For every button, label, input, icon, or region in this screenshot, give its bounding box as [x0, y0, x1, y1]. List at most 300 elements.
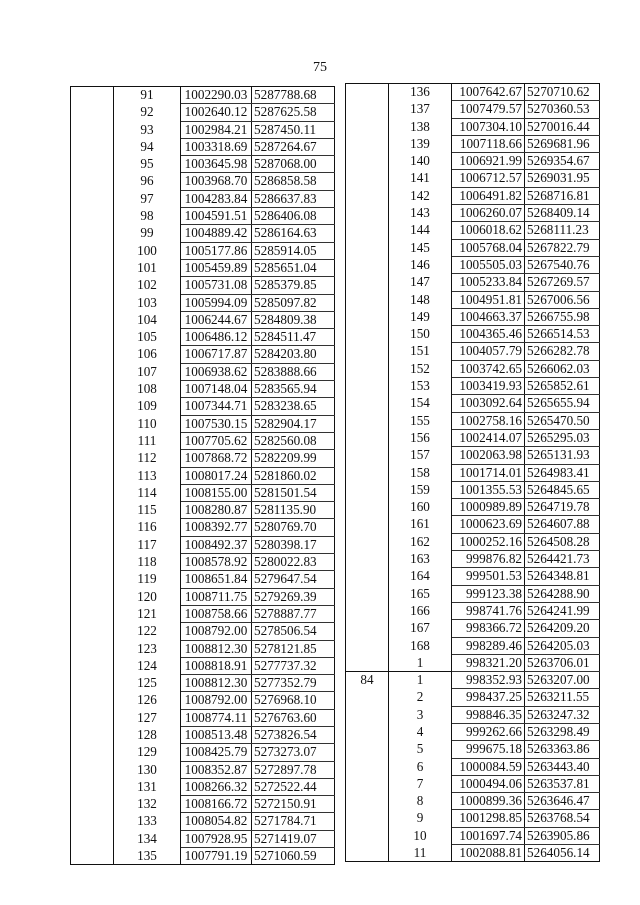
- point-number-cell: 132: [114, 796, 181, 813]
- y-coordinate-cell: 5272150.91: [252, 796, 335, 813]
- point-number-cell: 162: [389, 533, 452, 550]
- section-cell: [71, 605, 114, 622]
- x-coordinate-cell: 1005177.86: [181, 242, 252, 259]
- y-coordinate-cell: 5270360.53: [525, 101, 600, 118]
- point-number-cell: 146: [389, 256, 452, 273]
- point-number-cell: 102: [114, 277, 181, 294]
- table-row: [346, 499, 600, 516]
- x-coordinate-cell: 1000252.16: [452, 533, 525, 550]
- point-number-cell: 104: [114, 311, 181, 328]
- section-cell: [346, 274, 389, 291]
- point-number-cell: 94: [114, 138, 181, 155]
- y-coordinate-cell: 5282904.17: [252, 415, 335, 432]
- section-cell: [346, 793, 389, 810]
- section-cell: [346, 308, 389, 325]
- y-coordinate-cell: 5263207.00: [525, 672, 600, 689]
- y-coordinate-cell: 5264719.78: [525, 499, 600, 516]
- y-coordinate-cell: 5280022.83: [252, 554, 335, 571]
- y-coordinate-cell: 5267269.57: [525, 274, 600, 291]
- point-number-cell: 133: [114, 813, 181, 830]
- y-coordinate-cell: 5282209.99: [252, 450, 335, 467]
- table-row: [346, 412, 600, 429]
- y-coordinate-cell: 5271060.59: [252, 848, 335, 865]
- section-cell: [346, 758, 389, 775]
- y-coordinate-cell: 5263247.32: [525, 706, 600, 723]
- point-number-cell: 156: [389, 429, 452, 446]
- y-coordinate-cell: 5271419.07: [252, 830, 335, 847]
- x-coordinate-cell: 1000494.06: [452, 775, 525, 792]
- y-coordinate-cell: 5265655.94: [525, 395, 600, 412]
- x-coordinate-cell: 1005505.03: [452, 256, 525, 273]
- y-coordinate-cell: 5264056.14: [525, 845, 600, 862]
- table-row: [71, 467, 335, 484]
- table-row: [71, 640, 335, 657]
- y-coordinate-cell: 5264348.81: [525, 568, 600, 585]
- table-row: [71, 329, 335, 346]
- section-cell: [71, 675, 114, 692]
- point-number-cell: 115: [114, 502, 181, 519]
- y-coordinate-cell: 5264607.88: [525, 516, 600, 533]
- point-number-cell: 164: [389, 568, 452, 585]
- section-cell: [346, 360, 389, 377]
- x-coordinate-cell: 1008818.91: [181, 657, 252, 674]
- section-cell: [346, 551, 389, 568]
- x-coordinate-cell: 998437.25: [452, 689, 525, 706]
- table-row: [71, 259, 335, 276]
- x-coordinate-cell: 1007928.95: [181, 830, 252, 847]
- y-coordinate-cell: 5263298.49: [525, 723, 600, 740]
- y-coordinate-cell: 5281501.54: [252, 484, 335, 501]
- table-row: [346, 308, 600, 325]
- table-row: [346, 481, 600, 498]
- x-coordinate-cell: 1008812.30: [181, 640, 252, 657]
- x-coordinate-cell: 999876.82: [452, 551, 525, 568]
- y-coordinate-cell: 5269031.95: [525, 170, 600, 187]
- x-coordinate-cell: 1007642.67: [452, 84, 525, 101]
- table-row: [346, 758, 600, 775]
- x-coordinate-cell: 1008513.48: [181, 726, 252, 743]
- point-number-cell: 141: [389, 170, 452, 187]
- y-coordinate-cell: 5270016.44: [525, 118, 600, 135]
- section-cell: [71, 536, 114, 553]
- y-coordinate-cell: 5287264.67: [252, 138, 335, 155]
- x-coordinate-cell: 998352.93: [452, 672, 525, 689]
- table-row: [71, 623, 335, 640]
- y-coordinate-cell: 5268111.23: [525, 222, 600, 239]
- section-cell: [71, 502, 114, 519]
- section-cell: [71, 121, 114, 138]
- table-row: [346, 775, 600, 792]
- section-cell: [346, 706, 389, 723]
- table-row: [71, 277, 335, 294]
- point-number-cell: 137: [389, 101, 452, 118]
- table-row: [346, 118, 600, 135]
- point-number-cell: 145: [389, 239, 452, 256]
- x-coordinate-cell: 1006260.07: [452, 205, 525, 222]
- point-number-cell: 130: [114, 761, 181, 778]
- coordinates-table-right: [345, 83, 600, 862]
- point-number-cell: 105: [114, 329, 181, 346]
- table-row: [71, 588, 335, 605]
- section-cell: [71, 796, 114, 813]
- x-coordinate-cell: 1008166.72: [181, 796, 252, 813]
- section-cell: [346, 689, 389, 706]
- table-row: [71, 87, 335, 104]
- table-row: [346, 239, 600, 256]
- point-number-cell: 7: [389, 775, 452, 792]
- point-number-cell: 139: [389, 135, 452, 152]
- x-coordinate-cell: 1008812.30: [181, 675, 252, 692]
- table-row: [346, 205, 600, 222]
- point-number-cell: 5: [389, 741, 452, 758]
- section-cell: [71, 623, 114, 640]
- section-cell: [71, 813, 114, 830]
- x-coordinate-cell: 1003742.65: [452, 360, 525, 377]
- section-cell: [346, 602, 389, 619]
- section-cell: [346, 326, 389, 343]
- section-cell: [346, 291, 389, 308]
- x-coordinate-cell: 998741.76: [452, 602, 525, 619]
- table-row: [346, 256, 600, 273]
- point-number-cell: 98: [114, 208, 181, 225]
- x-coordinate-cell: 1004591.51: [181, 208, 252, 225]
- section-cell: [71, 294, 114, 311]
- table-row: [346, 827, 600, 844]
- x-coordinate-cell: 1007344.71: [181, 398, 252, 415]
- section-cell: [346, 222, 389, 239]
- point-number-cell: 116: [114, 519, 181, 536]
- x-coordinate-cell: 998321.20: [452, 654, 525, 671]
- table-row: [346, 222, 600, 239]
- table-row: [71, 311, 335, 328]
- x-coordinate-cell: 999675.18: [452, 741, 525, 758]
- x-coordinate-cell: 1001697.74: [452, 827, 525, 844]
- x-coordinate-cell: 1007868.72: [181, 450, 252, 467]
- x-coordinate-cell: 1006712.57: [452, 170, 525, 187]
- y-coordinate-cell: 5269681.96: [525, 135, 600, 152]
- table-row: [346, 741, 600, 758]
- section-cell: [71, 709, 114, 726]
- table-row: [346, 568, 600, 585]
- table-row: [346, 101, 600, 118]
- x-coordinate-cell: 1005994.09: [181, 294, 252, 311]
- x-coordinate-cell: 1003318.69: [181, 138, 252, 155]
- point-number-cell: 152: [389, 360, 452, 377]
- table-row: [346, 135, 600, 152]
- table-row: [346, 637, 600, 654]
- section-cell: [346, 101, 389, 118]
- section-cell: [71, 761, 114, 778]
- x-coordinate-cell: 1008054.82: [181, 813, 252, 830]
- section-cell: [346, 378, 389, 395]
- point-number-cell: 113: [114, 467, 181, 484]
- x-coordinate-cell: 1004663.37: [452, 308, 525, 325]
- x-coordinate-cell: 1000084.59: [452, 758, 525, 775]
- y-coordinate-cell: 5266062.03: [525, 360, 600, 377]
- x-coordinate-cell: 1003968.70: [181, 173, 252, 190]
- x-coordinate-cell: 1002063.98: [452, 447, 525, 464]
- section-cell: [71, 830, 114, 847]
- y-coordinate-cell: 5264288.90: [525, 585, 600, 602]
- point-number-cell: 165: [389, 585, 452, 602]
- y-coordinate-cell: 5263443.40: [525, 758, 600, 775]
- x-coordinate-cell: 1007705.62: [181, 432, 252, 449]
- x-coordinate-cell: 1001714.01: [452, 464, 525, 481]
- section-cell: [346, 620, 389, 637]
- y-coordinate-cell: 5283238.65: [252, 398, 335, 415]
- y-coordinate-cell: 5263211.55: [525, 689, 600, 706]
- point-number-cell: 101: [114, 259, 181, 276]
- section-cell: [71, 277, 114, 294]
- y-coordinate-cell: 5279647.54: [252, 571, 335, 588]
- table-row: [71, 605, 335, 622]
- y-coordinate-cell: 5264845.65: [525, 481, 600, 498]
- x-coordinate-cell: 1007479.57: [452, 101, 525, 118]
- x-coordinate-cell: 1005459.89: [181, 259, 252, 276]
- section-cell: [71, 848, 114, 865]
- x-coordinate-cell: 1007304.10: [452, 118, 525, 135]
- point-number-cell: 136: [389, 84, 452, 101]
- x-coordinate-cell: 1004365.46: [452, 326, 525, 343]
- y-coordinate-cell: 5263905.86: [525, 827, 600, 844]
- point-number-cell: 150: [389, 326, 452, 343]
- x-coordinate-cell: 1004951.81: [452, 291, 525, 308]
- x-coordinate-cell: 1006717.87: [181, 346, 252, 363]
- x-coordinate-cell: 1006486.12: [181, 329, 252, 346]
- y-coordinate-cell: 5271784.71: [252, 813, 335, 830]
- section-cell: [71, 329, 114, 346]
- point-number-cell: 95: [114, 156, 181, 173]
- point-number-cell: 6: [389, 758, 452, 775]
- y-coordinate-cell: 5278506.54: [252, 623, 335, 640]
- y-coordinate-cell: 5264508.28: [525, 533, 600, 550]
- section-cell: [346, 516, 389, 533]
- x-coordinate-cell: 998366.72: [452, 620, 525, 637]
- section-cell: [346, 637, 389, 654]
- x-coordinate-cell: 1008155.00: [181, 484, 252, 501]
- table-row: [71, 138, 335, 155]
- table-row: [346, 516, 600, 533]
- section-cell: [71, 450, 114, 467]
- point-number-cell: 112: [114, 450, 181, 467]
- section-cell: [71, 311, 114, 328]
- table-row: [346, 291, 600, 308]
- table-row: [346, 343, 600, 360]
- y-coordinate-cell: 5284511.47: [252, 329, 335, 346]
- x-coordinate-cell: 1006921.99: [452, 153, 525, 170]
- x-coordinate-cell: 1005768.04: [452, 239, 525, 256]
- point-number-cell: 114: [114, 484, 181, 501]
- y-coordinate-cell: 5270710.62: [525, 84, 600, 101]
- point-number-cell: 155: [389, 412, 452, 429]
- section-cell: [71, 104, 114, 121]
- point-number-cell: 107: [114, 363, 181, 380]
- table-row: [346, 551, 600, 568]
- section-cell: [346, 568, 389, 585]
- section-cell: [346, 464, 389, 481]
- y-coordinate-cell: 5286858.58: [252, 173, 335, 190]
- section-cell: [71, 657, 114, 674]
- section-cell: [71, 242, 114, 259]
- table-row: [71, 571, 335, 588]
- section-cell: [346, 205, 389, 222]
- section-cell: [346, 429, 389, 446]
- table-row: [346, 274, 600, 291]
- table-row: [346, 810, 600, 827]
- x-coordinate-cell: 1008425.79: [181, 744, 252, 761]
- point-number-cell: 124: [114, 657, 181, 674]
- section-cell: [71, 484, 114, 501]
- x-coordinate-cell: 1001355.53: [452, 481, 525, 498]
- y-coordinate-cell: 5282560.08: [252, 432, 335, 449]
- section-cell: [346, 118, 389, 135]
- y-coordinate-cell: 5263768.54: [525, 810, 600, 827]
- x-coordinate-cell: 1003419.93: [452, 378, 525, 395]
- table-row: [71, 104, 335, 121]
- table-row: [71, 242, 335, 259]
- y-coordinate-cell: 5265295.03: [525, 429, 600, 446]
- table-row: [346, 793, 600, 810]
- table-row: [71, 761, 335, 778]
- y-coordinate-cell: 5278121.85: [252, 640, 335, 657]
- point-number-cell: 109: [114, 398, 181, 415]
- x-coordinate-cell: 1002758.16: [452, 412, 525, 429]
- x-coordinate-cell: 1002088.81: [452, 845, 525, 862]
- section-cell: [71, 138, 114, 155]
- point-number-cell: 167: [389, 620, 452, 637]
- y-coordinate-cell: 5287068.00: [252, 156, 335, 173]
- section-cell: [71, 190, 114, 207]
- section-cell: [346, 153, 389, 170]
- table-row: [71, 830, 335, 847]
- point-number-cell: 129: [114, 744, 181, 761]
- section-cell: [71, 173, 114, 190]
- point-number-cell: 160: [389, 499, 452, 516]
- section-cell: [71, 363, 114, 380]
- x-coordinate-cell: 1008774.11: [181, 709, 252, 726]
- table-row: [71, 208, 335, 225]
- table-row: [346, 447, 600, 464]
- section-cell: [346, 481, 389, 498]
- x-coordinate-cell: 1005233.84: [452, 274, 525, 291]
- table-row: [346, 153, 600, 170]
- x-coordinate-cell: 1006018.62: [452, 222, 525, 239]
- section-cell: [71, 571, 114, 588]
- section-cell: [71, 744, 114, 761]
- point-number-cell: 103: [114, 294, 181, 311]
- table-row: [71, 519, 335, 536]
- section-cell: [346, 499, 389, 516]
- x-coordinate-cell: 999123.38: [452, 585, 525, 602]
- x-coordinate-cell: 1007530.15: [181, 415, 252, 432]
- table-row: [346, 395, 600, 412]
- table-row: [71, 173, 335, 190]
- x-coordinate-cell: 999262.66: [452, 723, 525, 740]
- section-cell: [346, 845, 389, 862]
- point-number-cell: 119: [114, 571, 181, 588]
- point-number-cell: 99: [114, 225, 181, 242]
- table-row: [71, 415, 335, 432]
- section-cell: [71, 415, 114, 432]
- table-row: [71, 190, 335, 207]
- x-coordinate-cell: 1006491.82: [452, 187, 525, 204]
- page-number: 75: [313, 60, 327, 75]
- y-coordinate-cell: 5273273.07: [252, 744, 335, 761]
- table-row: [346, 187, 600, 204]
- table-row: [346, 706, 600, 723]
- section-cell: [71, 87, 114, 104]
- table-row: [71, 657, 335, 674]
- section-cell: [346, 447, 389, 464]
- y-coordinate-cell: 5263537.81: [525, 775, 600, 792]
- section-cell: [71, 225, 114, 242]
- section-cell: [71, 554, 114, 571]
- section-cell: [71, 432, 114, 449]
- point-number-cell: 168: [389, 637, 452, 654]
- table-row: [346, 845, 600, 862]
- y-coordinate-cell: 5266755.98: [525, 308, 600, 325]
- y-coordinate-cell: 5267540.76: [525, 256, 600, 273]
- point-number-cell: 122: [114, 623, 181, 640]
- x-coordinate-cell: 1008392.77: [181, 519, 252, 536]
- table-row: [346, 170, 600, 187]
- point-number-cell: 108: [114, 381, 181, 398]
- y-coordinate-cell: 5263706.01: [525, 654, 600, 671]
- section-cell: [346, 395, 389, 412]
- x-coordinate-cell: 1000623.69: [452, 516, 525, 533]
- section-cell: [346, 135, 389, 152]
- point-number-cell: 92: [114, 104, 181, 121]
- point-number-cell: 144: [389, 222, 452, 239]
- y-coordinate-cell: 5268716.81: [525, 187, 600, 204]
- table-row: [71, 363, 335, 380]
- point-number-cell: 118: [114, 554, 181, 571]
- y-coordinate-cell: 5284809.38: [252, 311, 335, 328]
- y-coordinate-cell: 5263646.47: [525, 793, 600, 810]
- x-coordinate-cell: 1006938.62: [181, 363, 252, 380]
- point-number-cell: 4: [389, 723, 452, 740]
- table-row: [346, 620, 600, 637]
- table-row: [71, 744, 335, 761]
- table-row: [71, 432, 335, 449]
- section-cell: [71, 467, 114, 484]
- point-number-cell: 9: [389, 810, 452, 827]
- x-coordinate-cell: 1001298.85: [452, 810, 525, 827]
- point-number-cell: 126: [114, 692, 181, 709]
- x-coordinate-cell: 1008492.37: [181, 536, 252, 553]
- section-cell: [71, 156, 114, 173]
- y-coordinate-cell: 5264205.03: [525, 637, 600, 654]
- table-row: [346, 585, 600, 602]
- table-row: [346, 84, 600, 101]
- section-cell: [71, 640, 114, 657]
- y-coordinate-cell: 5281135.90: [252, 502, 335, 519]
- x-coordinate-cell: 1008711.75: [181, 588, 252, 605]
- point-number-cell: 96: [114, 173, 181, 190]
- section-cell: [346, 827, 389, 844]
- y-coordinate-cell: 5272522.44: [252, 778, 335, 795]
- table-row: [346, 464, 600, 481]
- x-coordinate-cell: 999501.53: [452, 568, 525, 585]
- table-row: [71, 726, 335, 743]
- x-coordinate-cell: 1003092.64: [452, 395, 525, 412]
- point-number-cell: 142: [389, 187, 452, 204]
- y-coordinate-cell: 5265852.61: [525, 378, 600, 395]
- x-coordinate-cell: 1002640.12: [181, 104, 252, 121]
- section-cell: [346, 412, 389, 429]
- y-coordinate-cell: 5267006.56: [525, 291, 600, 308]
- y-coordinate-cell: 5272897.78: [252, 761, 335, 778]
